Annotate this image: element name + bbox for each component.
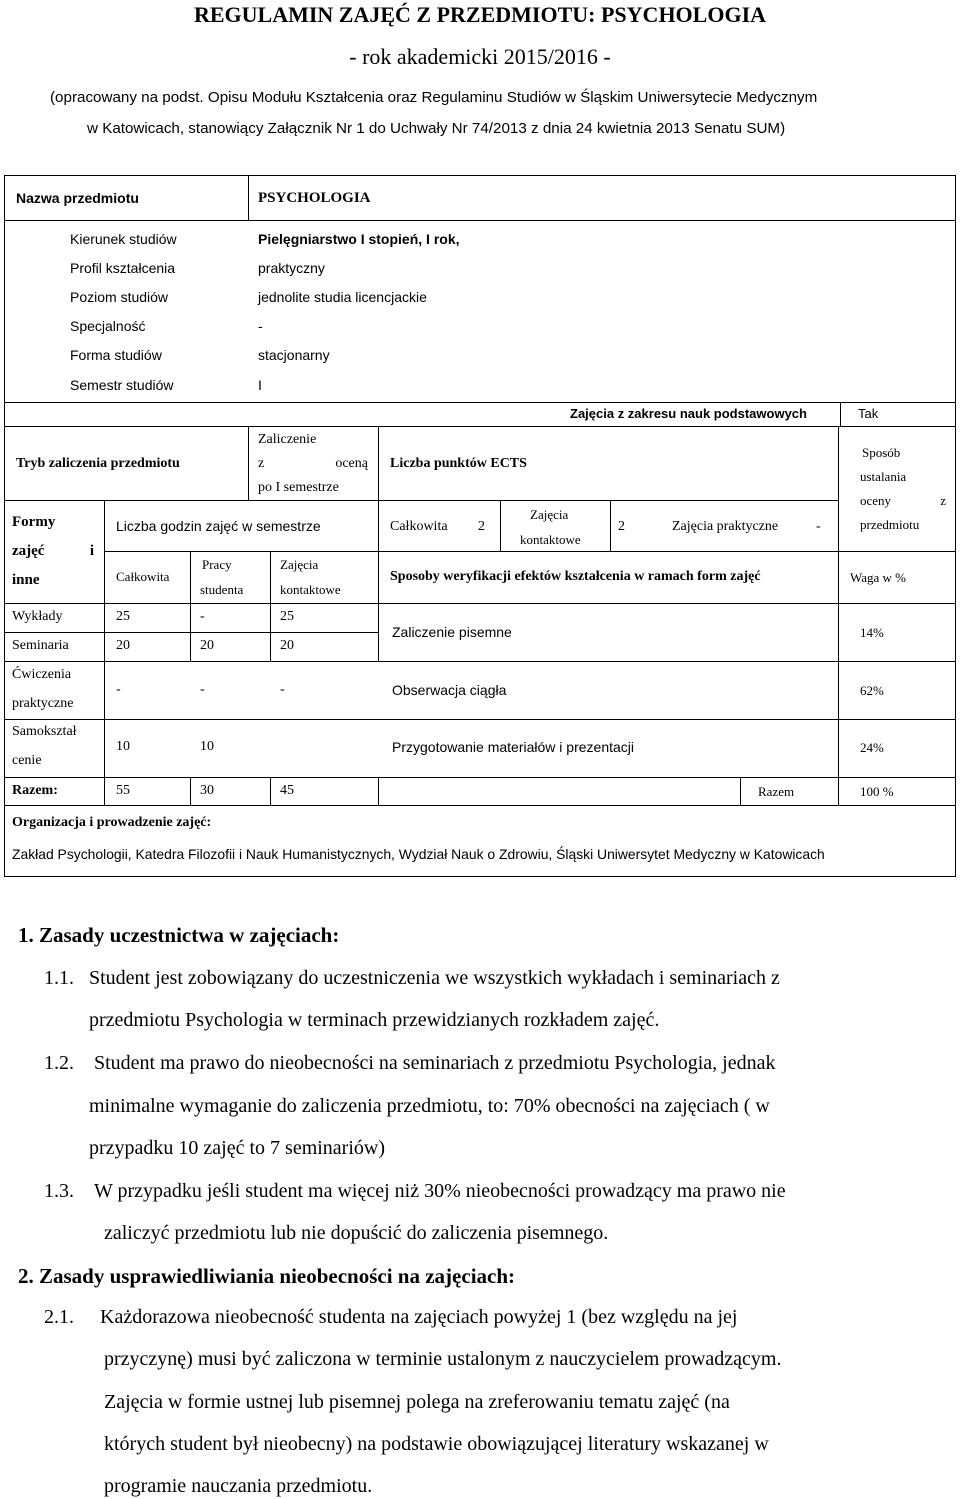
- source-note-line2: w Katowicach, stanowiący Załącznik Nr 1 do Uchwały Nr 74/2013 z dnia 24 kwietnia 2013 Senatu SUM): [87, 120, 786, 137]
- row-seminars-contact: 20: [280, 638, 294, 653]
- col-work-header-line2: studenta: [200, 582, 244, 597]
- totals-label: Razem:: [12, 783, 58, 798]
- grading-method-line3: oceny z: [860, 493, 946, 508]
- totals-contact: 45: [280, 783, 294, 798]
- rule-text-line: przyczynę) musi być zaliczona w terminie ustalonym z nauczycielem prowadzącym.: [104, 1348, 782, 1370]
- section2-heading: 2. Zasady usprawiedliwiania nieobecności na zajęciach:: [18, 1264, 516, 1288]
- practical-ects-value: -: [816, 519, 821, 534]
- contact-ects-label-line2: kontaktowe: [520, 532, 581, 547]
- rule-number: 1.1.: [44, 967, 74, 989]
- rule-text-line: Student jest zobowiązany do uczestniczenia we wszystkich wykładach i seminariach z: [89, 967, 780, 989]
- organization-value: Zakład Psychologii, Katedra Filozofii i Nauk Humanistycznych, Wydział Nauk o Zdrowiu, Śląski Uniwersytet Medyczny w Katowicach: [12, 846, 825, 862]
- basic-sciences-value: Tak: [858, 406, 879, 421]
- verification-method: Zaliczenie pisemne: [392, 624, 512, 640]
- rule-text-line: W przypadku jeśli student ma więcej niż 30% nieobecności prowadzący ma prawo nie: [94, 1180, 786, 1202]
- assessment-mode-line2: z oceną: [258, 456, 368, 471]
- verification-header: Sposoby weryfikacji efektów kształcenia w ramach form zajęć: [390, 569, 761, 584]
- row-practice-name-line2: praktyczne: [12, 696, 74, 711]
- weight-header: Waga w %: [850, 570, 906, 585]
- assessment-mode-label: Tryb zaliczenia przedmiotu: [16, 456, 180, 471]
- rule-text-line: przedmiotu Psychologia w terminach przewidzianych rozkładem zajęć.: [89, 1009, 660, 1031]
- rule-text-line: Każdorazowa nieobecność studenta na zajęciach powyżej 1 (bez względu na jej: [100, 1306, 738, 1328]
- basic-sciences-label: Zajęcia z zakresu nauk podstawowych: [570, 406, 807, 421]
- rule-text-line: których student był nieobecny) na podstawie obowiązującej literatury wskazanej w: [104, 1433, 769, 1455]
- verification-weight: 62%: [860, 683, 884, 698]
- hours-label: Liczba godzin zajęć w semestrze: [116, 518, 321, 534]
- rule-text-line: programie nauczania przedmiotu.: [104, 1475, 373, 1497]
- row-seminars-name: Seminaria: [12, 638, 69, 653]
- rule-text-line: Zajęcia w formie ustnej lub pisemnej polega na zreferowaniu tematu zajęć (na: [104, 1391, 730, 1413]
- row-lectures-total: 25: [116, 609, 130, 624]
- specialty-value: -: [258, 318, 263, 334]
- practical-ects-label: Zajęcia praktyczne: [672, 519, 779, 534]
- forms-label-line2: zajęć i: [12, 543, 94, 559]
- rule-text-line: zaliczyć przedmiotu lub nie dopuścić do zaliczenia pisemnego.: [104, 1222, 609, 1244]
- profile-label: Profil kształcenia: [70, 260, 176, 276]
- row-lectures-contact: 25: [280, 609, 294, 624]
- assessment-mode-line1: Zaliczenie: [258, 432, 317, 447]
- rule-text-line: Student ma prawo do nieobecności na seminariach z przedmiotu Psychologia, jednak: [94, 1052, 776, 1074]
- row-practice-work: -: [200, 682, 205, 697]
- col-total-header: Całkowita: [116, 569, 170, 584]
- field-label: Kierunek studiów: [70, 231, 177, 247]
- contact-ects-label-line1: Zajęcia: [530, 507, 569, 522]
- row-practice-name-line1: Ćwiczenia: [12, 667, 72, 682]
- forms-label-line1: Formy: [12, 514, 56, 530]
- verification-weight: 14%: [860, 625, 884, 640]
- semester-label: Semestr studiów: [70, 377, 174, 393]
- field-value: Pielęgniarstwo I stopień, I rok,: [258, 231, 460, 247]
- row-lectures-work: -: [200, 609, 205, 624]
- level-label: Poziom studiów: [70, 289, 169, 305]
- col-contact-header-line1: Zajęcia: [280, 557, 319, 572]
- organization-label: Organizacja i prowadzenie zajęć:: [12, 815, 212, 830]
- total-ects-value: 2: [478, 519, 485, 534]
- row-seminars-work: 20: [200, 638, 214, 653]
- academic-year: - rok akademicki 2015/2016 -: [349, 44, 611, 69]
- semester-value: I: [258, 377, 262, 393]
- row-selfstudy-name-line1: Samokształ: [12, 724, 77, 739]
- verification-method: Obserwacja ciągła: [392, 682, 507, 698]
- study-form-label: Forma studiów: [70, 347, 162, 363]
- verification-method: Przygotowanie materiałów i prezentacji: [392, 739, 634, 755]
- section1-heading: 1. Zasady uczestnictwa w zajęciach:: [18, 923, 340, 947]
- document-title: REGULAMIN ZAJĘĆ Z PRZEDMIOTU: PSYCHOLOGIA: [193, 2, 767, 27]
- totals-total: 55: [116, 783, 130, 798]
- verification-weight: 24%: [860, 740, 884, 755]
- profile-value: praktyczny: [258, 260, 325, 276]
- ects-label: Liczba punktów ECTS: [390, 456, 527, 471]
- totals-weight-value: 100 %: [860, 784, 894, 799]
- rule-number: 2.1.: [44, 1306, 74, 1328]
- assessment-mode-line3: po I semestrze: [258, 480, 339, 495]
- rule-text-line: minimalne wymaganie do zaliczenia przedmiotu, to: 70% obecności na zajęciach ( w: [89, 1095, 770, 1117]
- subject-value: PSYCHOLOGIA: [258, 190, 371, 206]
- rule-text-line: przypadku 10 zajęć to 7 seminariów): [89, 1137, 386, 1159]
- contact-ects-value: 2: [618, 519, 625, 534]
- forms-label-line3: inne: [12, 572, 40, 588]
- col-work-header-line1: Pracy: [202, 557, 232, 572]
- row-selfstudy-work: 10: [200, 739, 214, 754]
- row-selfstudy-name-line2: cenie: [12, 753, 42, 768]
- grading-method-line4: przedmiotu: [860, 517, 920, 532]
- total-ects-label: Całkowita: [390, 519, 448, 534]
- rule-number: 1.2.: [44, 1052, 74, 1074]
- grading-method-line1: Sposób: [862, 445, 901, 460]
- totals-work: 30: [200, 783, 214, 798]
- grading-method-line2: ustalania: [860, 469, 907, 484]
- source-note-line1: (opracowany na podst. Opisu Modułu Kształcenia oraz Regulaminu Studiów w Śląskim Uniwersytecie Medycznym: [50, 89, 818, 106]
- row-practice-total: -: [116, 682, 121, 697]
- level-value: jednolite studia licencjackie: [258, 289, 427, 305]
- rule-number: 1.3.: [44, 1180, 74, 1202]
- totals-weight-label: Razem: [758, 784, 795, 799]
- row-selfstudy-total: 10: [116, 739, 130, 754]
- row-practice-contact: -: [280, 682, 285, 697]
- row-lectures-name: Wykłady: [12, 609, 63, 624]
- subject-label: Nazwa przedmiotu: [16, 190, 139, 206]
- row-seminars-total: 20: [116, 638, 130, 653]
- study-form-value: stacjonarny: [258, 347, 330, 363]
- col-contact-header-line2: kontaktowe: [280, 582, 341, 597]
- specialty-label: Specjalność: [70, 318, 146, 334]
